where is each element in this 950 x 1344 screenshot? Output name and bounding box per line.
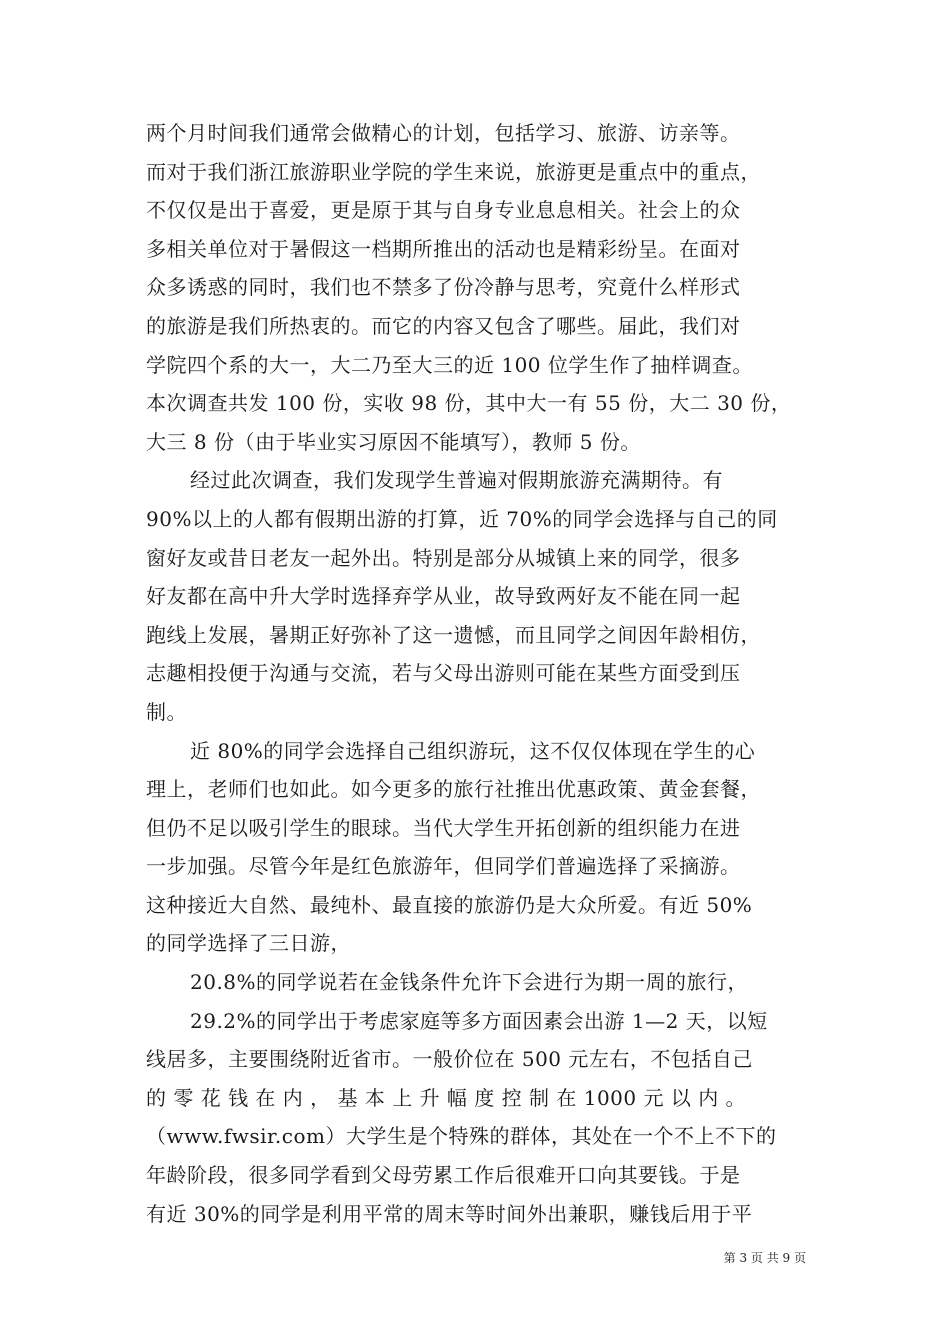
paragraph-start-line: 近 80%的同学会选择自己组织游玩，这不仅仅体现在学生的心 — [190, 738, 756, 763]
text-line: 但仍不足以吸引学生的眼球。当代大学生开拓创新的组织能力在进 — [146, 815, 741, 840]
text-line: 的 零 花 钱 在 内 ， 基 本 上 升 幅 度 控 制 在 1000 元 以 内 。 — [146, 1085, 747, 1110]
text-line: 两个月时间我们通常会做精心的计划，包括学习、旅游、访亲等。 — [146, 121, 741, 145]
text-line: 的旅游是我们所热衷的。而它的内容又包含了哪些。届此，我们对 — [146, 313, 741, 338]
paragraph-start-line: 经过此次调查，我们发现学生普遍对假期旅游充满期待。有 — [190, 468, 723, 493]
text-line: 跑线上发展，暑期正好弥补了这一遗憾，而且同学之间因年龄相仿， — [146, 622, 761, 647]
paragraph-start-line: 20.8%的同学说若在金钱条件允许下会进行为期一周的旅行， — [190, 970, 749, 995]
text-line: 窗好友或昔日老友一起外出。特别是部分从城镇上来的同学，很多 — [146, 545, 741, 570]
text-line: 不仅仅是出于喜爱，更是原于其与自身专业息息相关。社会上的众 — [146, 198, 741, 223]
body-text — [146, 114, 810, 1233]
text-line: 众多诱惑的同时，我们也不禁多了份冷静与思考，究竟什么样形式 — [146, 275, 741, 300]
text-line: 90%以上的人都有假期出游的打算，近 70%的同学会选择与自己的同 — [146, 506, 778, 531]
page-number-footer: 第 3 页 共 9 页 — [723, 1251, 806, 1265]
text-line: 好友都在高中升大学时选择弃学从业，故导致两好友不能在同一起 — [146, 584, 741, 609]
paragraph-start-line: 29.2%的同学出于考虑家庭等多方面因素会出游 1—2 天，以短 — [190, 1008, 768, 1033]
text-line: 制。 — [146, 699, 187, 724]
text-line: （www.fwsir.com）大学生是个特殊的群体，其处在一个不上不下的 — [146, 1124, 777, 1149]
text-line: 有近 30%的同学是利用平常的周末等时间外出兼职，赚钱后用于平 — [146, 1201, 753, 1226]
text-line: 多相关单位对于暑假这一档期所推出的活动也是精彩纷呈。在面对 — [146, 236, 741, 261]
text-line: 志趣相投便于沟通与交流，若与父母出游则可能在某些方面受到压 — [146, 661, 741, 686]
text-line: 这种接近大自然、最纯朴、最直接的旅游仍是大众所爱。有近 50% — [146, 892, 753, 917]
text-line: 本次调查共发 100 份，实收 98 份，其中大一有 55 份，大二 30 份， — [146, 391, 792, 416]
text-line: 而对于我们浙江旅游职业学院的学生来说，旅游更是重点中的重点， — [146, 159, 761, 184]
text-line: 理上，老师们也如此。如今更多的旅行社推出优惠政策、黄金套餐， — [146, 777, 761, 802]
text-line: 年龄阶段，很多同学看到父母劳累工作后很难开口向其要钱。于是 — [146, 1163, 741, 1188]
text-line: 的同学选择了三日游， — [146, 931, 351, 956]
text-line: 大三 8 份（由于毕业实习原因不能填写），教师 5 份。 — [146, 429, 641, 454]
text-line: 一步加强。尽管今年是红色旅游年，但同学们普遍选择了采摘游。 — [146, 854, 741, 879]
text-line: 学院四个系的大一，大二乃至大三的近 100 位学生作了抽样调查。 — [146, 352, 753, 377]
text-line: 线居多，主要围绕附近省市。一般价位在 500 元左右，不包括自己 — [146, 1047, 753, 1072]
